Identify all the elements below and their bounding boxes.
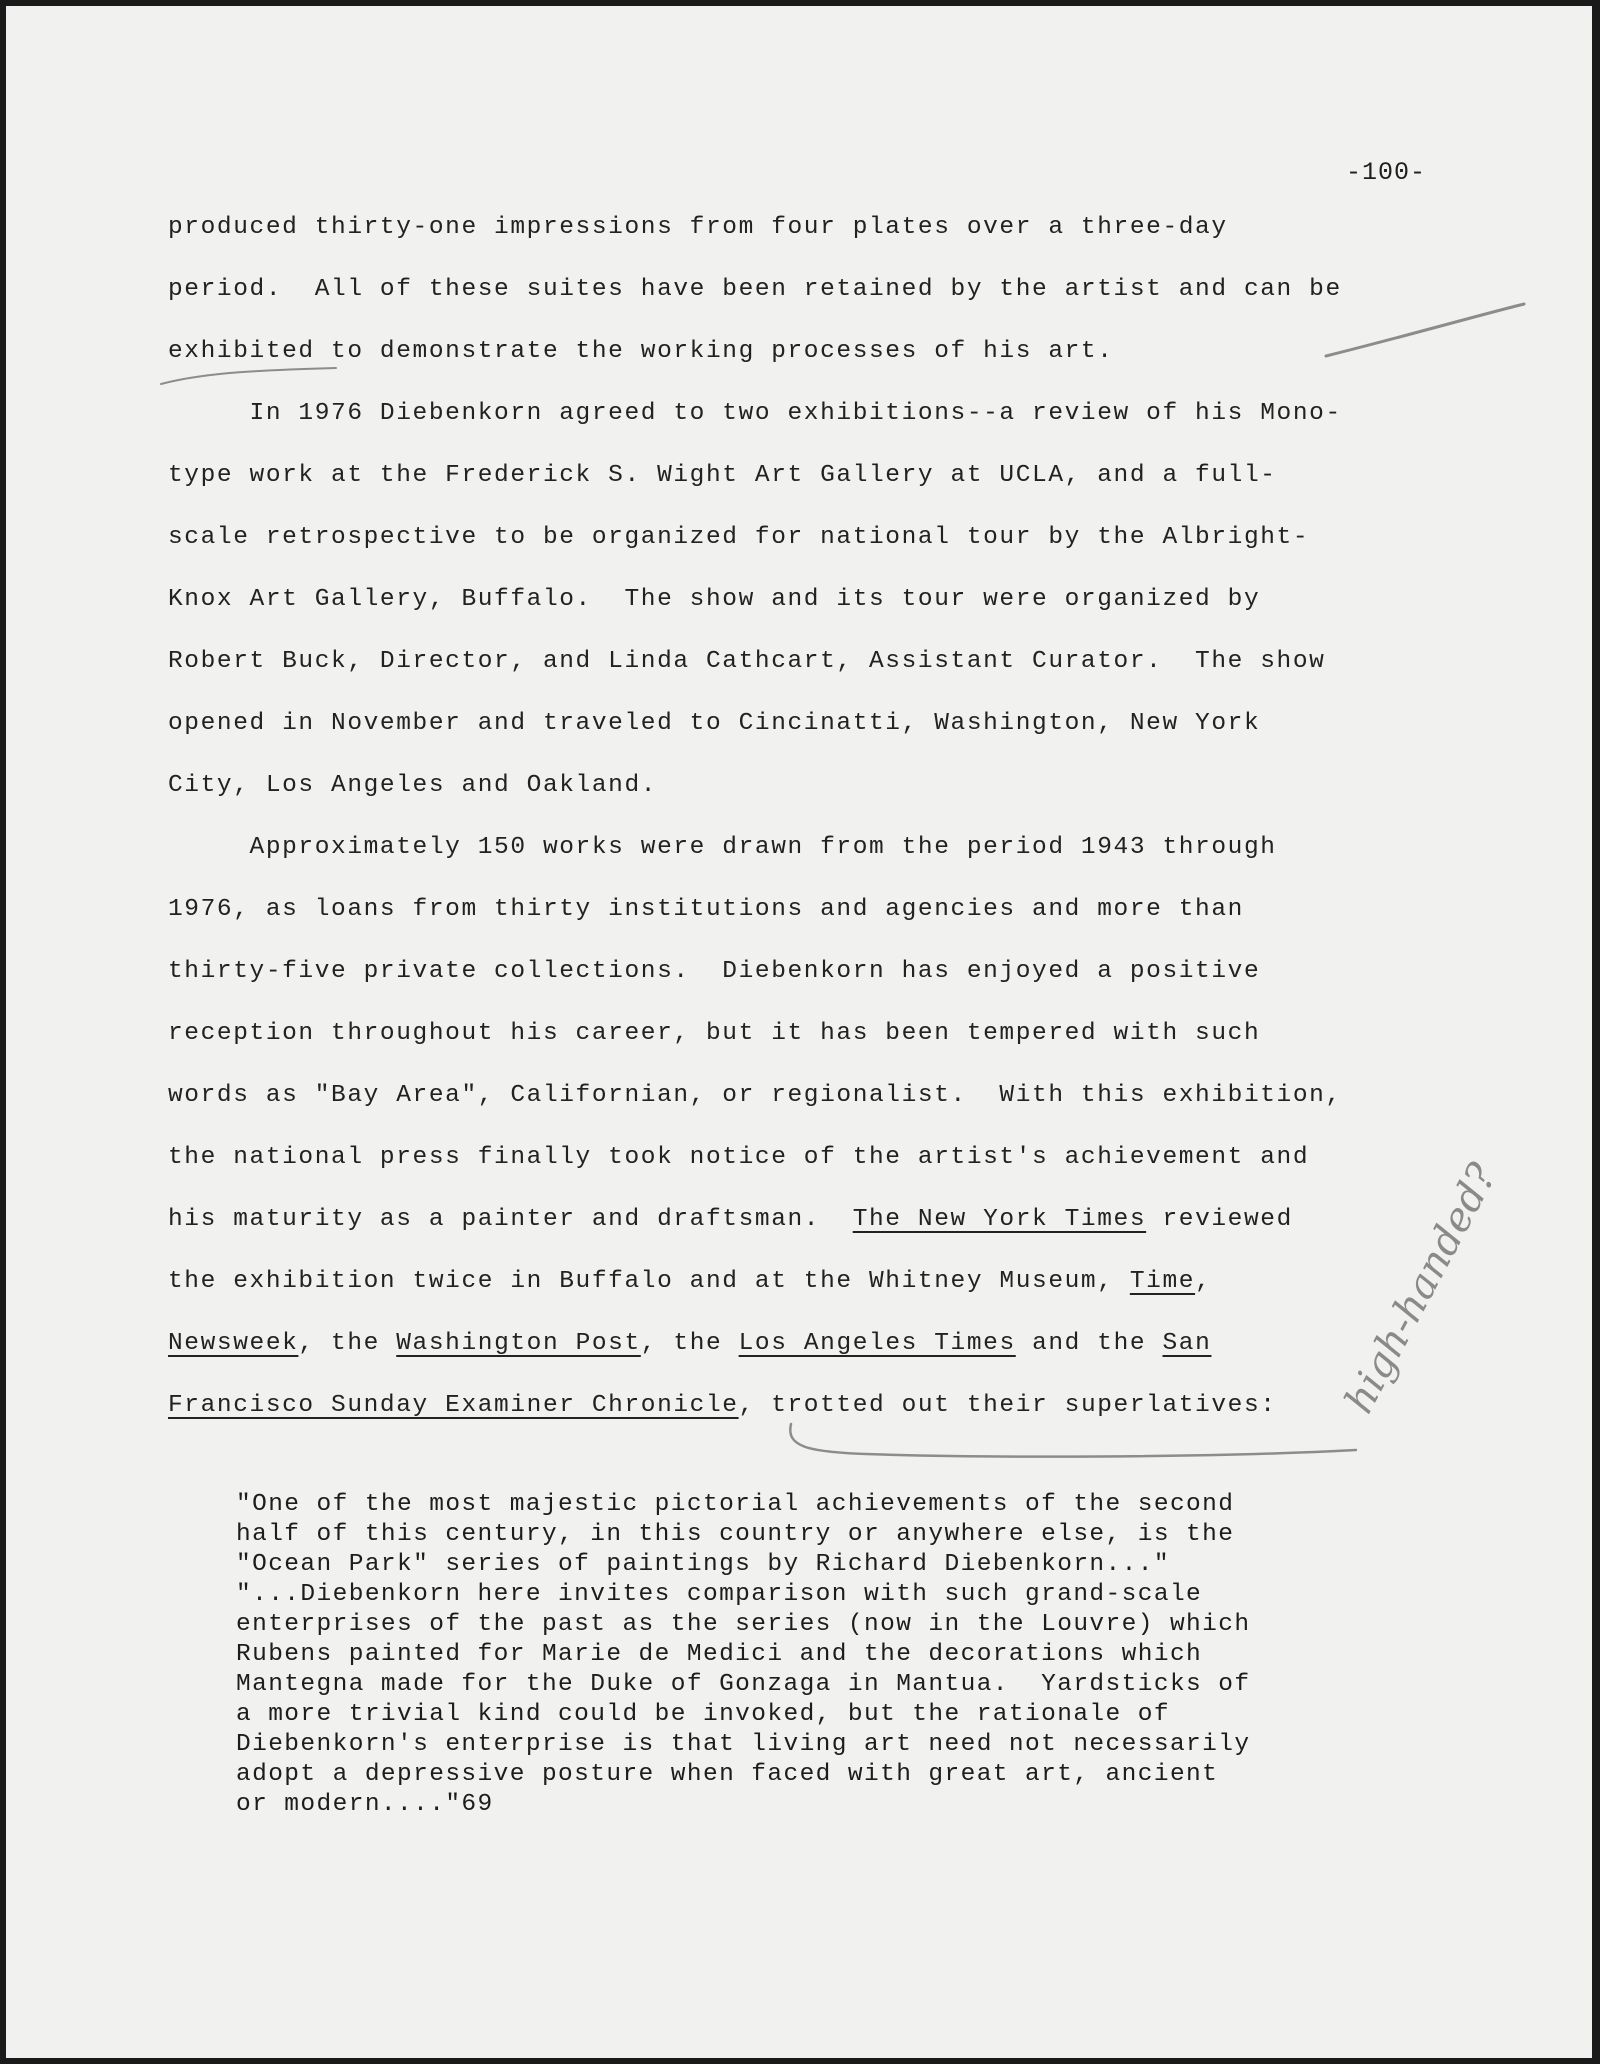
pencil-bracket: [790, 1424, 1356, 1457]
body-line-14: reception throughout his career, but it has been tempered with such: [168, 1020, 1261, 1047]
document-page: [6, 6, 1592, 2058]
quote-line-2: half of this century, in this country or anywhere else, is the: [236, 1521, 1235, 1548]
quote-line-6: Rubens painted for Marie de Medici and the decorations which: [236, 1641, 1203, 1668]
body-line-16: the national press finally took notice of the artist's achievement and: [168, 1144, 1310, 1171]
quote-line-11: or modern...."69: [236, 1791, 494, 1818]
body-line-11: Approximately 150 works were drawn from the period 1943 through: [168, 834, 1277, 861]
body-line-1: produced thirty-one impressions from four plates over a three-day: [168, 214, 1228, 241]
body-line-13: thirty-five private collections. Diebenkorn has enjoyed a positive: [168, 958, 1261, 985]
line17-text: reviewed: [1146, 1206, 1293, 1233]
publication-title: San: [1162, 1330, 1212, 1357]
publication-title: Newsweek: [168, 1330, 299, 1357]
body-line-10: City, Los Angeles and Oakland.: [168, 772, 658, 799]
body-line-2: period. All of these suites have been retained by the artist and can be: [168, 276, 1342, 303]
publication-title: Francisco Sunday Examiner Chronicle: [168, 1392, 739, 1419]
pencil-annotations: [6, 6, 1592, 2058]
handwritten-note: high-handed?: [1336, 1156, 1507, 1421]
line18-text: ,: [1195, 1268, 1212, 1295]
line18-text: the exhibition twice in Buffalo and at the Whitney Museum,: [168, 1268, 1130, 1295]
line19-text: , the: [298, 1330, 397, 1357]
body-line-5: type work at the Frederick S. Wight Art Gallery at UCLA, and a full-: [168, 462, 1277, 489]
quote-line-10: adopt a depressive posture when faced with great art, ancient: [236, 1761, 1219, 1788]
pencil-underline: [161, 368, 336, 384]
line19-text: , the: [640, 1330, 739, 1357]
publication-title: Washington Post: [396, 1330, 641, 1357]
publication-title: The New York Times: [852, 1206, 1147, 1233]
quote-line-7: Mantegna made for the Duke of Gonzaga in Mantua. Yardsticks of: [236, 1671, 1251, 1698]
pencil-stroke: [1326, 304, 1524, 356]
quote-line-3: "Ocean Park" series of paintings by Richard Diebenkorn...": [236, 1551, 1170, 1578]
publication-title: Time: [1129, 1268, 1196, 1295]
page-number: -100-: [1346, 158, 1427, 187]
quote-line-9: Diebenkorn's enterprise is that living art need not necessarily: [236, 1731, 1251, 1758]
quote-line-5: enterprises of the past as the series (now in the Louvre) which: [236, 1611, 1251, 1638]
quote-line-4: "...Diebenkorn here invites comparison with such grand-scale: [236, 1581, 1203, 1608]
body-line-6: scale retrospective to be organized for national tour by the Albright-: [168, 524, 1310, 551]
body-line-9: opened in November and traveled to Cincinatti, Washington, New York: [168, 710, 1261, 737]
body-line-3: exhibited to demonstrate the working processes of his art.: [168, 338, 1114, 365]
line19-text: and the: [1015, 1330, 1163, 1357]
line20-text: , trotted out their superlatives:: [738, 1392, 1277, 1419]
publication-title: Los Angeles Times: [738, 1330, 1016, 1357]
body-line-4: In 1976 Diebenkorn agreed to two exhibitions--a review of his Mono-: [168, 400, 1342, 427]
body-line-8: Robert Buck, Director, and Linda Cathcart, Assistant Curator. The show: [168, 648, 1326, 675]
line17-text: his maturity as a painter and draftsman.: [168, 1206, 853, 1233]
body-line-15: words as "Bay Area", Californian, or regionalist. With this exhibition,: [168, 1082, 1342, 1109]
body-line-12: 1976, as loans from thirty institutions and agencies and more than: [168, 896, 1244, 923]
quote-line-8: a more trivial kind could be invoked, but the rationale of: [236, 1701, 1170, 1728]
quote-line-1: "One of the most majestic pictorial achievements of the second: [236, 1491, 1235, 1518]
body-line-7: Knox Art Gallery, Buffalo. The show and its tour were organized by: [168, 586, 1261, 613]
